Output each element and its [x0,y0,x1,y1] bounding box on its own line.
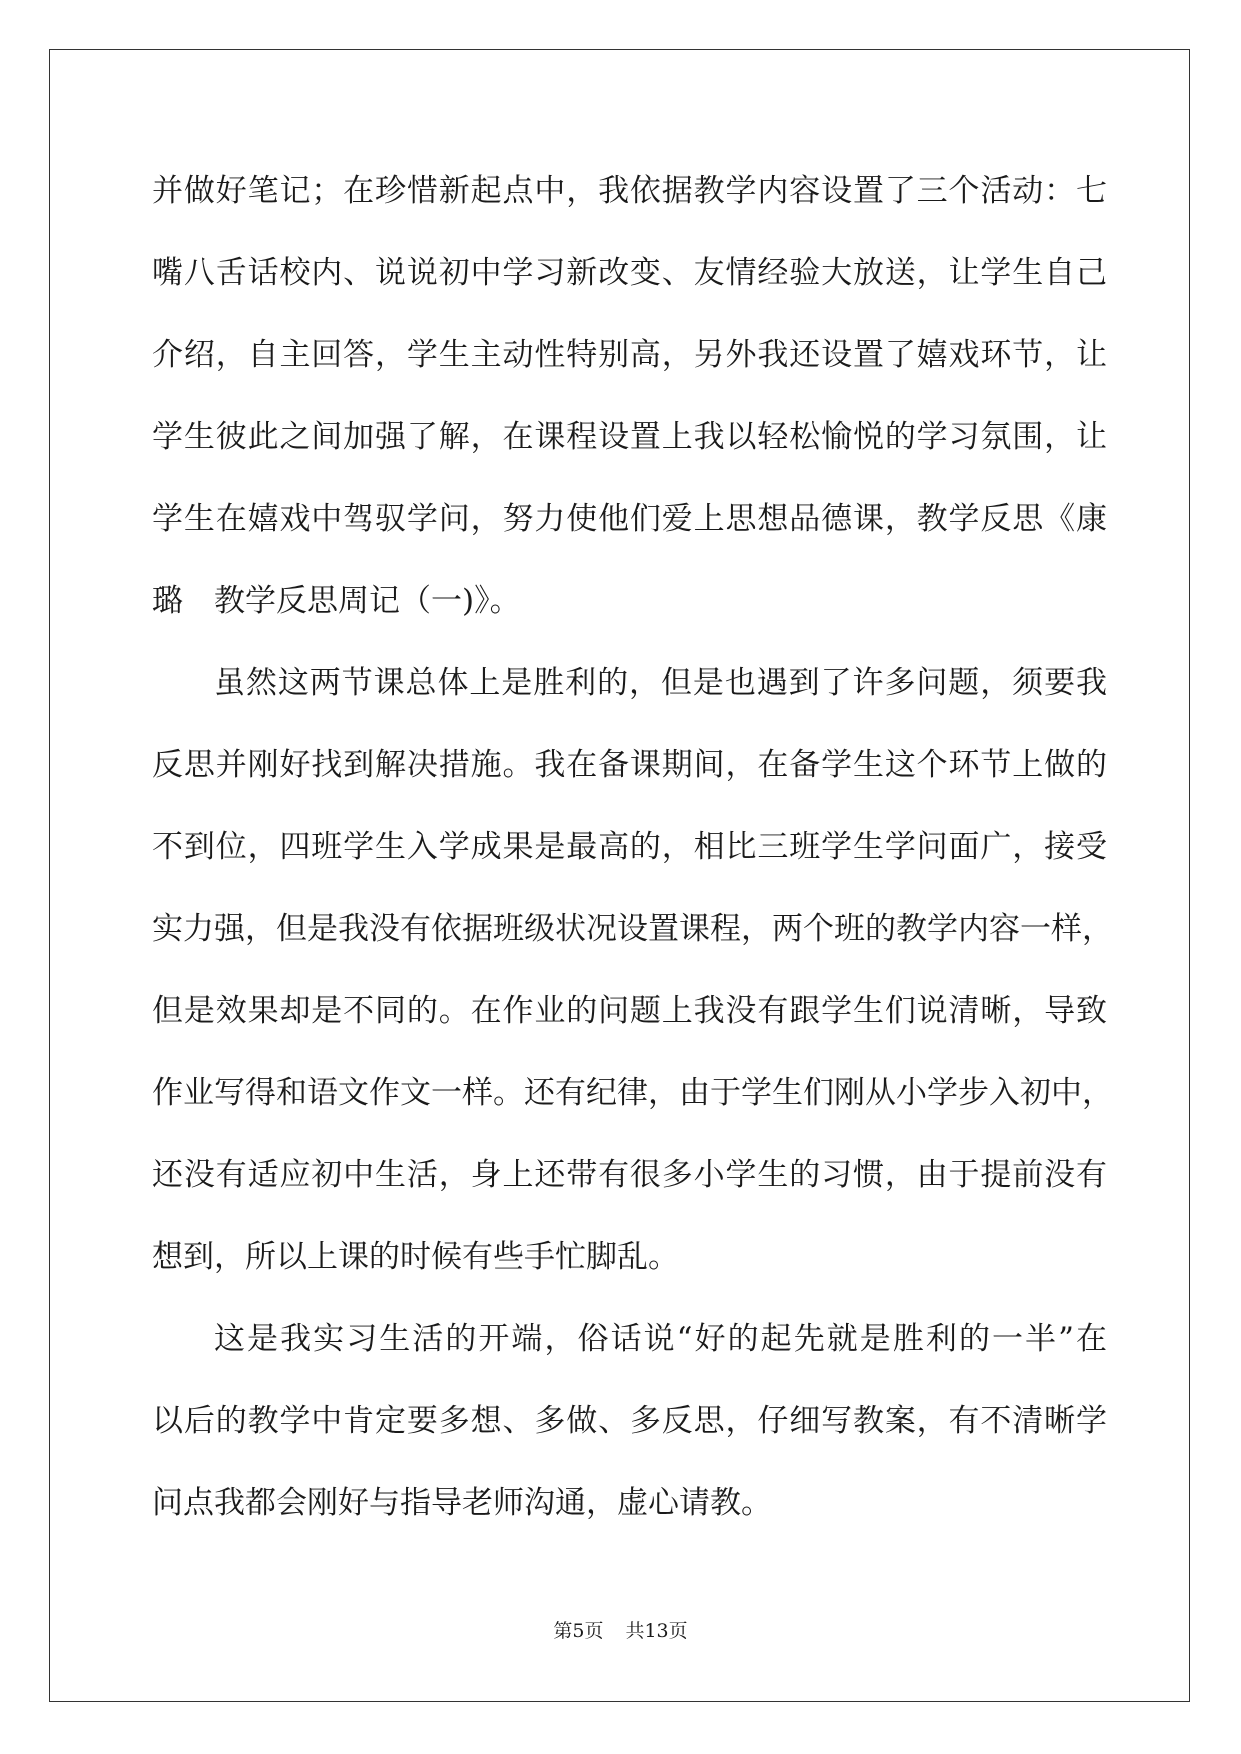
page-total: 共13页 [625,1620,688,1642]
text-line: 学生彼此之间加强了解，在课程设置上我以轻松愉悦的学习氛围，让 [152,419,1107,455]
text-line: 反思并刚好找到解决措施。我在备课期间，在备学生这个环节上做的 [152,747,1107,783]
text-line: 还没有适应初中生活，身上还带有很多小学生的习惯，由于提前没有 [152,1157,1107,1193]
text-line: 学生在嬉戏中驾驭学问，努力使他们爱上思想品德课，教学反思《康 [152,501,1107,537]
paragraph-first-line: 这是我实习生活的开端，俗话说“好的起先就是胜利的一半”在 [214,1321,1107,1357]
text-line: 但是效果却是不同的。在作业的问题上我没有跟学生们说清晰，导致 [152,993,1107,1029]
document-body [152,160,1113,1554]
text-line: 璐 教学反思周记（一)》。 [152,583,521,619]
text-line: 并做好笔记；在珍惜新起点中，我依据教学内容设置了三个活动：七 [152,173,1107,209]
paragraph-first-line: 虽然这两节课总体上是胜利的，但是也遇到了许多问题，须要我 [214,665,1107,701]
text-line: 实力强，但是我没有依据班级状况设置课程，两个班的教学内容一样， [152,911,1113,947]
text-line: 介绍，自主回答，学生主动性特别高，另外我还设置了嬉戏环节，让 [152,337,1107,373]
text-line: 不到位，四班学生入学成果是最高的，相比三班学生学问面广，接受 [152,829,1107,865]
text-line: 嘴八舌话校内、说说初中学习新改变、友情经验大放送，让学生自己 [152,255,1107,291]
page-footer [0,1619,1241,1643]
text-line: 想到，所以上课的时候有些手忙脚乱。 [152,1239,679,1275]
text-line: 以后的教学中肯定要多想、多做、多反思，仔细写教案，有不清晰学 [152,1403,1107,1439]
text-line: 作业写得和语文作文一样。还有纪律，由于学生们刚从小学步入初中， [152,1075,1113,1111]
text-line: 问点我都会刚好与指导老师沟通，虚心请教。 [152,1485,772,1521]
page-number: 第5页 [553,1620,604,1642]
